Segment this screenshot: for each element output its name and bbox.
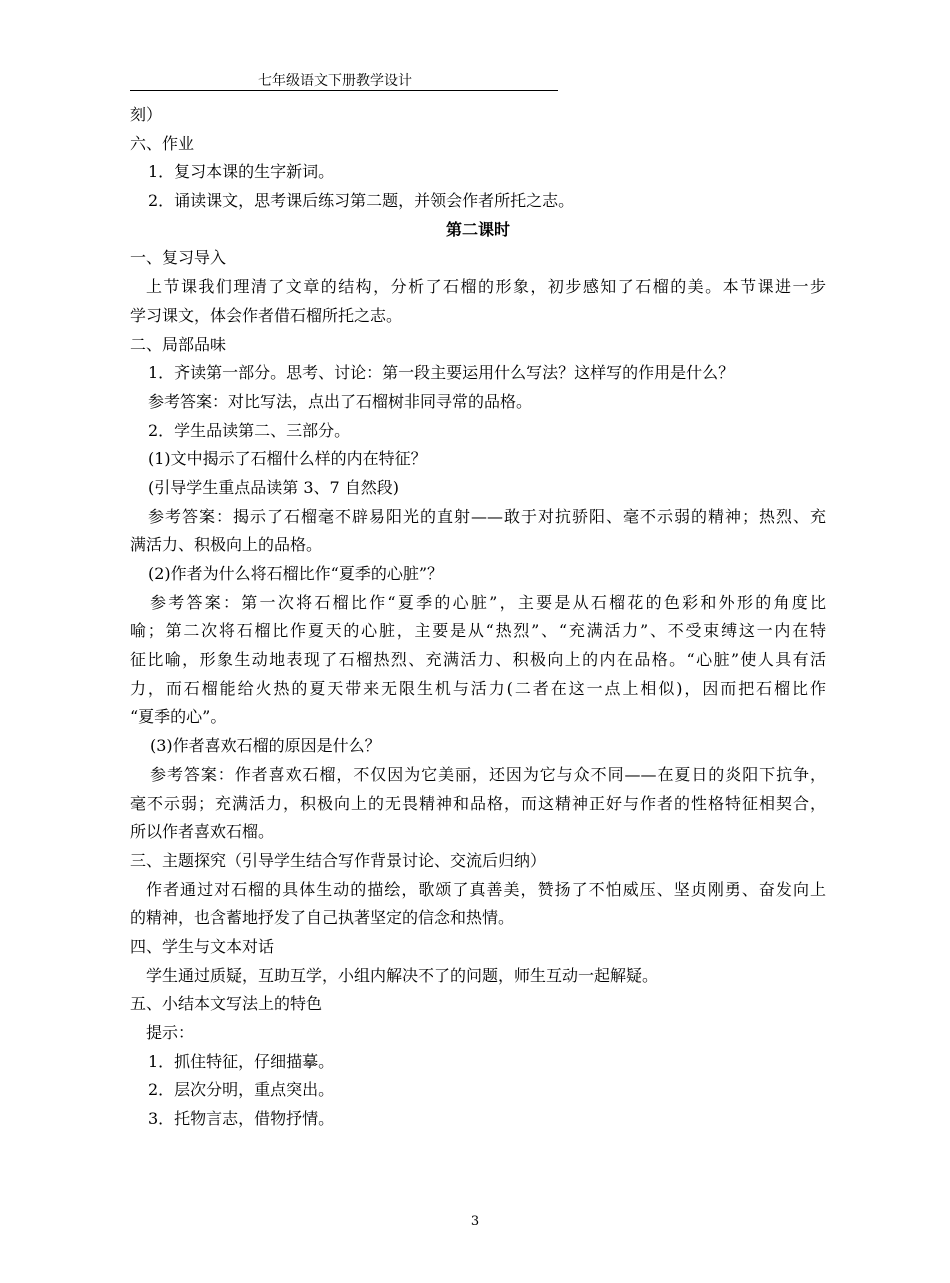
section-heading: 六、作业	[130, 133, 195, 153]
paragraph-line: 上节课我们理清了文章的结构，分析了石榴的形象，初步感知了石榴的美。本节课进一步	[146, 277, 826, 297]
answer-line: 所以作者喜欢石榴。	[130, 822, 275, 842]
question-line: (3)作者喜欢石榴的原因是什么？	[150, 736, 381, 756]
header-title: 七年级语文下册教学设计	[258, 73, 412, 89]
answer-line: 征比喻，形象生动地表现了石榴热烈、充满活力、积极向上的内在品格。“心脏”使人具有活	[130, 650, 826, 670]
paragraph-line: 的精神，也含蓄地抒发了自己执著坚定的信念和热情。	[130, 908, 515, 928]
answer-line: “夏季的心”。	[130, 707, 227, 727]
section-heading: 三、主题探究（引导学生结合写作背景讨论、交流后归纳）	[130, 850, 547, 870]
text-line: 刻）	[130, 105, 163, 124]
paragraph-line: 作者通过对石榴的具体生动的描绘，歌颂了真善美，赞扬了不怕威压、坚贞刚勇、奋发向上	[146, 879, 826, 899]
section-heading: 四、学生与文本对话	[130, 936, 275, 956]
answer-line: 参考答案：对比写法，点出了石榴树非同寻常的品格。	[148, 391, 533, 411]
section-heading: 一、复习导入	[130, 248, 227, 268]
answer-line: 力，而石榴能给火热的夏天带来无限生机与活力(二者在这一点上相似)，因而把石榴比作	[130, 678, 826, 698]
answer-line: 参考答案：第一次将石榴比作“夏季的心脏”，主要是从石榴花的色彩和外形的角度比	[150, 592, 826, 612]
answer-line: 参考答案：作者喜欢石榴，不仅因为它美丽，还因为它与众不同——在夏日的炎阳下抗争，	[150, 764, 826, 784]
question-line: (2)作者为什么将石榴比作“夏季的心脏”？	[148, 564, 444, 583]
answer-line: 满活力、积极向上的品格。	[130, 535, 323, 555]
paragraph-line: 学生通过质疑，互助互学，小组内解决不了的问题，师生互动一起解疑。	[146, 965, 659, 985]
page-number: 3	[470, 1214, 480, 1229]
section-heading: 二、局部品味	[130, 334, 227, 354]
list-item: 1．抓住特征，仔细描摹。	[148, 1051, 335, 1071]
hint-label: 提示：	[146, 1023, 195, 1042]
lesson-title: 第二课时	[445, 219, 510, 239]
answer-line: 毫不示弱；充满活力，积极向上的无畏精神和品格，而这精神正好与作者的性格特征相契合，	[130, 793, 826, 813]
question-line: 1．齐读第一部分。思考、讨论：第一段主要运用什么写法？这样写的作用是什么？	[148, 363, 735, 383]
note-line: (引导学生重点品读第 3、7 自然段)	[148, 477, 400, 497]
section-heading: 五、小结本文写法上的特色	[130, 994, 323, 1014]
answer-line: 喻；第二次将石榴比作夏天的心脏，主要是从“热烈”、“充满活力”、不受束缚这一内在特	[130, 621, 826, 641]
page-header	[130, 72, 558, 91]
list-item: 2．层次分明，重点突出。	[148, 1080, 335, 1100]
paragraph-line: 学习课文，体会作者借石榴所托之志。	[130, 305, 403, 325]
question-line: 2．学生品读第二、三部分。	[148, 420, 351, 440]
answer-line: 参考答案：揭示了石榴毫不辟易阳光的直射——敢于对抗骄阳、毫不示弱的精神；热烈、充	[148, 506, 826, 526]
list-item: 2．诵读课文，思考课后练习第二题，并领会作者所托之志。	[148, 191, 575, 211]
list-item: 1．复习本课的生字新词。	[148, 162, 335, 182]
list-item: 3．托物言志，借物抒情。	[148, 1109, 335, 1129]
question-line: (1)文中揭示了石榴什么样的内在特征？	[148, 449, 427, 469]
document-body	[130, 101, 826, 1134]
